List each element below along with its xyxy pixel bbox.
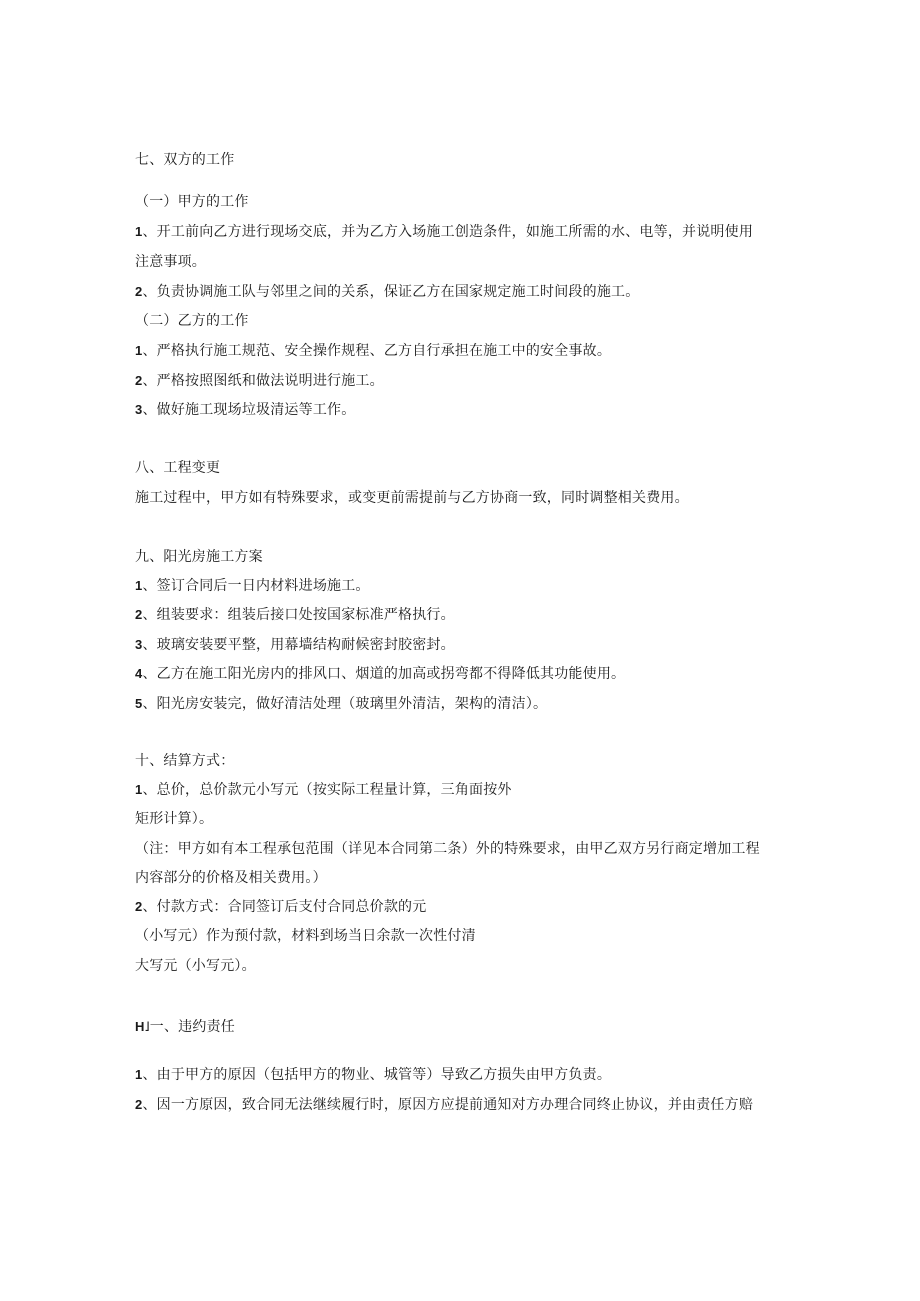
party-b-item-2: 2、严格按照图纸和做法说明进行施工。: [135, 373, 384, 389]
party-a-item-2: 2、负责协调施工队与邻里之间的关系，保证乙方在国家规定施工时间段的施工。: [135, 284, 640, 300]
party-a-heading: （一）甲方的工作: [135, 194, 249, 210]
section-9-item-4: 4、乙方在施工阳光房内的排风口、烟道的加高或拐弯都不得降低其功能使用。: [135, 666, 626, 682]
section-11-item-1: 1、由于甲方的原因（包括甲方的物业、城管等）导致乙方损失由甲方负责。: [135, 1067, 612, 1083]
section-10-note-continuation: 内容部分的价格及相关费用。）: [135, 870, 327, 886]
section-10-item-1-continuation: 矩形计算）。: [135, 811, 214, 827]
section-11-heading: H˩一、违约责任: [135, 1019, 235, 1035]
section-8-text: 施工过程中，甲方如有特殊要求，或变更前需提前与乙方协商一致，同时调整相关费用。: [135, 490, 689, 506]
section-10-item-2-line-2: （小写元）作为预付款，材料到场当日余款一次性付清: [135, 928, 476, 944]
section-9-heading: 九、阳光房施工方案: [135, 549, 263, 565]
section-7-heading: 七、双方的工作: [135, 152, 235, 168]
section-10-item-2-line-3: 大写元（小写元）。: [135, 958, 256, 974]
section-10-item-2: 2、付款方式：合同签订后支付合同总价款的元: [135, 899, 427, 915]
section-9-item-5: 5、阳光房安装完，做好清洁处理（玻璃里外清洁，架构的清洁）。: [135, 696, 548, 712]
section-8-heading: 八、工程变更: [135, 460, 221, 476]
section-10-heading: 十、结算方式：: [135, 753, 235, 769]
section-10-note: （注：甲方如有本工程承包范围（详见本合同第二条）外的特殊要求，由甲乙双方另行商定增加工程: [135, 841, 760, 857]
section-9-item-2: 2、组装要求：组装后接口处按国家标准严格执行。: [135, 607, 455, 623]
party-b-item-1: 1、严格执行施工规范、安全操作规程、乙方自行承担在施工中的安全事故。: [135, 343, 612, 359]
party-a-item-1-continuation: 注意事项。: [135, 254, 206, 270]
section-11-item-2: 2、因一方原因，致合同无法继续履行时，原因方应提前通知对方办理合同终止协议，并由责任方赔: [135, 1097, 754, 1113]
section-9-item-1: 1、签订合同后一日内材料进场施工。: [135, 578, 370, 594]
party-a-item-1: 1、开工前向乙方进行现场交底，并为乙方入场施工创造条件，如施工所需的水、电等，并说明使用: [135, 224, 754, 240]
party-b-heading: （二）乙方的工作: [135, 313, 249, 329]
section-9-item-3: 3、玻璃安装要平整，用幕墙结构耐候密封胶密封。: [135, 637, 455, 653]
party-b-item-3: 3、做好施工现场垃圾清运等工作。: [135, 402, 356, 418]
section-10-item-1: 1、总价，总价款元小写元（按实际工程量计算，三角面按外: [135, 782, 512, 798]
